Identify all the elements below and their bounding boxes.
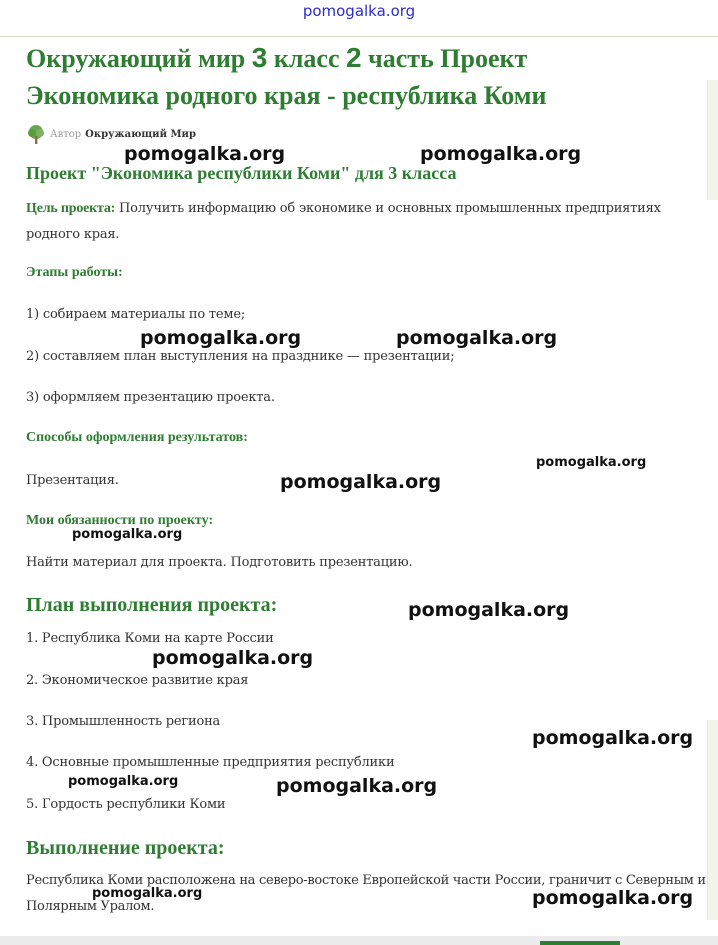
author-name[interactable]: Окружающий Мир <box>85 128 196 140</box>
watermark: pomogalka.org <box>280 471 442 493</box>
watermark: pomogalka.org <box>532 727 694 749</box>
watermark: pomogalka.org <box>140 327 302 349</box>
plan-item-5: 5. Гордость республики Коми <box>26 797 226 812</box>
watermark: pomogalka.org <box>124 143 286 165</box>
header-divider <box>0 36 718 37</box>
watermark: pomogalka.org <box>152 647 314 669</box>
execution-heading: Выполнение проекта: <box>26 837 225 859</box>
watermark: pomogalka.org <box>68 774 179 789</box>
watermark: pomogalka.org <box>408 599 570 621</box>
stages-label: Этапы работы: <box>26 265 123 280</box>
duties-text: Найти материал для проекта. Подготовить презентацию. <box>26 555 413 570</box>
project-heading: Проект "Экономика республики Коми" для 3 класса <box>26 163 457 183</box>
author-label: Автор <box>50 128 82 140</box>
title-part-2: класс <box>267 44 346 73</box>
execution-text: Республика Коми расположена на северо-востоке Европейской части России, граничит с Северным и Полярным Уралом. <box>26 873 706 914</box>
title-grade-number: 3 <box>251 42 268 73</box>
page-title <box>26 39 686 114</box>
stage-item-3: 3) оформляем презентацию проекта. <box>26 390 275 405</box>
plan-item-2: 2. Экономическое развитие края <box>26 673 249 688</box>
sidebar-edge-lower <box>707 720 718 920</box>
goal-label: Цель проекта: <box>26 201 116 216</box>
duties-label: Мои обязанности по проекту: <box>26 513 214 528</box>
project-goal <box>26 196 666 248</box>
footer-accent-button[interactable] <box>540 941 620 945</box>
goal-text: Получить информацию об экономике и основных промышленных предприятиях родного края. <box>26 201 661 242</box>
author-line <box>26 124 196 144</box>
title-part-1: Окружающий мир <box>26 44 252 73</box>
watermark: pomogalka.org <box>536 455 647 470</box>
top-watermark: pomogalka.org <box>302 2 416 20</box>
watermark: pomogalka.org <box>72 527 183 542</box>
title-line-2: Экономика родного края - республика Коми <box>26 81 547 110</box>
stage-item-2: 2) составляем план выступления на празднике — презентации; <box>26 349 455 364</box>
results-label: Способы оформления результатов: <box>26 430 248 445</box>
plan-item-1: 1. Республика Коми на карте России <box>26 631 274 646</box>
plan-item-3: 3. Промышленность региона <box>26 714 221 729</box>
watermark: pomogalka.org <box>276 775 438 797</box>
watermark: pomogalka.org <box>420 143 582 165</box>
watermark: pomogalka.org <box>396 327 558 349</box>
stage-item-1: 1) собираем материалы по теме; <box>26 307 245 322</box>
plan-item-4: 4. Основные промышленные предприятия республики <box>26 755 395 770</box>
plan-heading: План выполнения проекта: <box>26 594 278 616</box>
tree-icon <box>26 124 46 144</box>
title-part-number: 2 <box>346 42 362 73</box>
watermark: pomogalka.org <box>532 887 694 909</box>
sidebar-edge <box>707 80 718 200</box>
watermark: pomogalka.org <box>92 886 203 901</box>
results-text: Презентация. <box>26 473 119 488</box>
title-part-3: часть Проект <box>361 44 528 73</box>
